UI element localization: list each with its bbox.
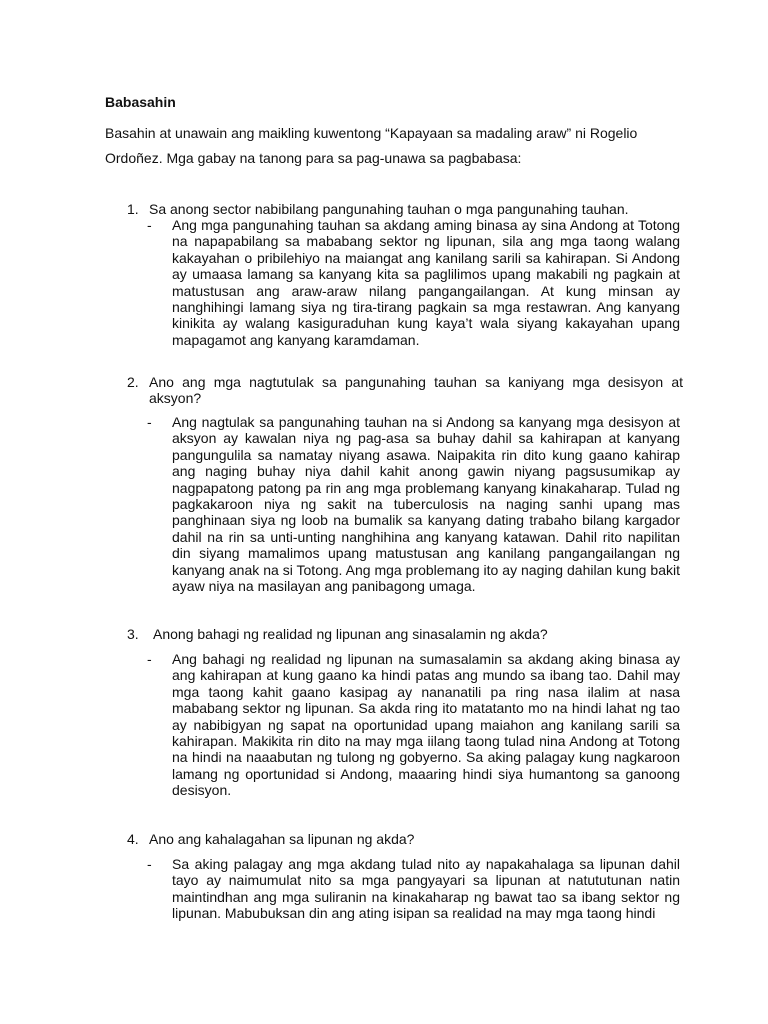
answer-4 (147, 856, 680, 922)
answer-text: Ang bahagi ng realidad ng lipunan na sumasalamin sa akdang aking binasa ay ang kahirapan at kung gaano ka hindi patas ang mundo sa ibang tao. Dahil may mga taong kahit gaano kasipag ay nananatili pa ring nasa ilalim at nasa mababang sektor ng lipunan. Sa akda ring ito matatanto mo na hindi lahat ng tao ay nabibigyan ng sapat na oportunidad upang maiahon ang kanilang sarili sa kahirapan. Makikita rin dito na may mga iilang taong tulad nina Andong at Totong na hindi na naaabutan ng tulong ng gobyerno. Sa aking palagay kung nagkaroon lamang ng oportunidad si Andong, maaaring hindi siya humantong sa ganoong desisyon. (172, 651, 680, 799)
question-number: 2. (127, 374, 139, 390)
question-text: Anong bahagi ng realidad ng lipunan ang sinasalamin ng akda? (153, 626, 548, 642)
question-number: 3. (127, 626, 139, 642)
bullet-dash: - (147, 651, 152, 667)
question-1 (105, 201, 683, 217)
question-text: Ano ang kahalagahan sa lipunan ng akda? (149, 831, 415, 847)
question-4 (105, 831, 683, 847)
answer-1 (147, 217, 680, 348)
question-text: Sa anong sector nabibilang pangunahing tauhan o mga pangunahing tauhan. (149, 201, 629, 217)
intro-paragraph: Basahin at unawain ang maikling kuwentong “Kapayaan sa madaling araw” ni Rogelio Ordoñez. Mga gabay na tanong para sa pag-unawa sa pagbabasa: (105, 125, 638, 166)
answer-text: Ang nagtulak sa pangunahing tauhan na si Andong sa kanyang mga desisyon at aksyon ay kawalan niya ng pag-asa sa buhay dahil sa kahirapan at kanyang pangungulila sa namatay niyang asawa. Naipakita rin dito kung gaano kahirap ang naging buhay niya dahil kahit anong gawin niyang pagsusumikap ay nagpapatong patong pa rin ang mga problemang kanyang kinakaharap. Tulad ng pagkakaroon niya ng sakit na tuberculosis na naging sanhi upang mas panghinaan siya ng loob na bumalik sa kanyang dating trabaho bilang kargador dahil na rin sa unti-unting nanghihina ang kanyang katawan. Dahil rito napilitan din siyang mamalimos upang matustusan ang kanilang pangangailangan ng kanyang anak na si Totong. Ang mga problemang ito ay naging dahilan kung bakit ayaw niya na masilayan ang panibagong umaga. (172, 414, 680, 595)
answer-2 (147, 414, 680, 594)
bullet-dash: - (147, 856, 152, 872)
bullet-dash: - (147, 217, 152, 233)
question-number: 1. (127, 201, 139, 217)
answer-text: Sa aking palagay ang mga akdang tulad nito ay napakahalaga sa lipunan dahil tayo ay naimumulat nito sa mga pangyayari sa lipunan at natututunan natin maintindhan ang mga suliranin na kinakaharap ng bawat tao sa ibang sektor ng lipunan. Mabubuksan din ang ating isipan sa realidad na may mga taong hindi (172, 856, 680, 922)
question-number: 4. (127, 831, 139, 847)
answer-text: Ang mga pangunahing tauhan sa akdang aming binasa ay sina Andong at Totong na napapabilang sa mababang sektor ng lipunan, sila ang mga taong walang kakayahan o pribilehiyo na maiangat ang kanilang sarili sa kahirapan. Si Andong ay umaasa lamang sa kanyang kita sa paglilimos upang makabili ng pagkain at matustusan ang araw-araw nilang pangangailangan. At kung minsan ay nanghihingi lamang siya ng tira-tirang pagkain sa mga restawran. Ang kanyang kinikita ay walang kasiguraduhan kung kaya’t wala siyang kakayahan upang mapagamot ang kanyang karamdaman. (172, 217, 680, 348)
heading: Babasahin (105, 94, 176, 110)
question-2 (105, 374, 683, 407)
answer-3 (147, 651, 680, 799)
bullet-dash: - (147, 414, 152, 430)
question-text: Ano ang mga nagtutulak sa pangunahing tauhan sa kaniyang mga desisyon at aksyon? (149, 374, 683, 407)
question-3 (105, 626, 683, 642)
